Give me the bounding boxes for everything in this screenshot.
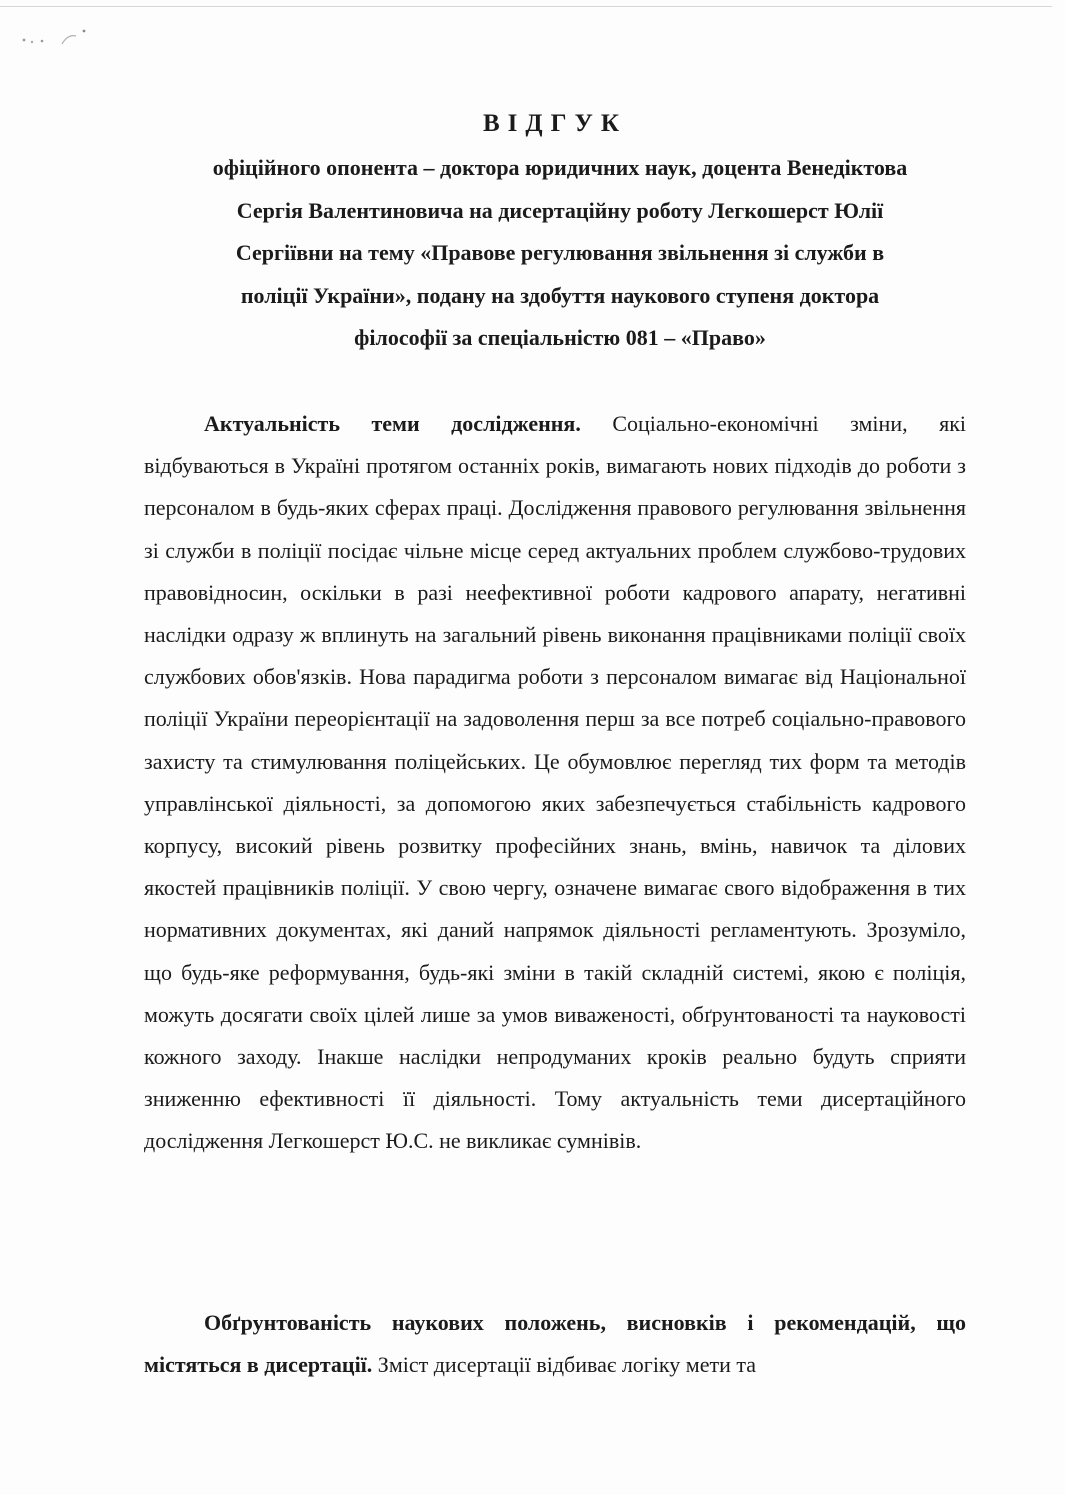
document-title: ВІДГУК (483, 110, 627, 137)
paragraph-validity (144, 1302, 966, 1386)
document-subtitle (130, 147, 990, 360)
paragraph-relevance (144, 403, 966, 1163)
subtitle-line: поліції України», подану на здобуття наукового ступеня доктора (240, 282, 880, 308)
paragraph-text: Зміст дисертації відбиває логіку мети та (372, 1352, 757, 1378)
subtitle-line: Сергіївни на тему «Правове регулювання звільнення зі служби в (235, 240, 885, 265)
paragraph-text: Соціально-економічні зміни, які відбуваються в Україні протягом останніх років, вимагають нових підходів до роботи з персоналом в будь-яких сферах праці. Дослідження правового регулювання звільнення зі служби в поліції посідає чільне місце серед актуальних проблем службово-трудових правовідносин, оскільки в разі неефективної роботи кадрового апарату, негативні наслідки одразу ж вплинуть на загальний рівень виконання працівниками поліції своїх службових обов'язків. Нова парадигма роботи з персоналом вимагає від Національної поліції України переорієнтації на задоволення перш за все потреб соціально-правового захисту та стимулювання поліцейських. Це обумовлює перегляд тих форм та методів управлінської діяльності, за допомогою яких забезпечується стабільність кадрового корпусу, високий рівень розвитку професійних знань, вмінь, навичок та ділових якостей працівників поліції. У свою чергу, означене вимагає свого відображення в тих нормативних документах, які даний напрямок діяльності регламентують. Зрозуміло, що будь-яке реформування, будь-які зміни в такій складній системі, якою є поліція, можуть досягати своїх цілей лише за умов виваженості, обґрунтованості та науковості кожного заходу. Інакше наслідки непродуманих кроків реально будуть сприяти зниженню ефективності її діяльності. Тому актуальність теми дисертаційного дослідження Легкошерст Ю.С. не викликає сумнівів. (144, 411, 967, 1154)
subtitle-line: Сергія Валентиновича на дисертаційну роботу Легкошерст Юлії (236, 197, 884, 223)
scan-artifact-mark (18, 26, 88, 48)
subtitle-line: офіційного опонента – доктора юридичних наук, доцента Венедіктова (212, 155, 908, 180)
paragraph-heading: Обґрунтованість наукових положень, висновків і рекомендацій, що містяться в дисертації. (144, 1310, 966, 1378)
scan-top-edge (0, 6, 1052, 7)
paragraph-heading: Актуальність теми дослідження. (204, 411, 581, 436)
subtitle-line: філософії за спеціальністю 081 – «Право» (354, 325, 766, 350)
